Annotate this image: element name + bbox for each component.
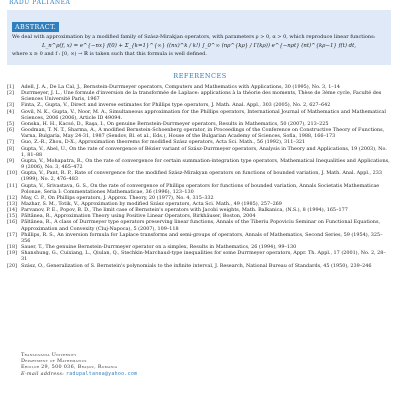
reference-number: [12] xyxy=(7,194,18,201)
reference-item xyxy=(7,158,391,170)
reference-number: [14] xyxy=(7,207,18,214)
address-department: Department of Mathematics xyxy=(21,358,87,365)
reference-text: Mazhar, S. M., Totik, V., Approximation by modified Szász operators, Acta Sci. Math., 49 (1985), 257–269 xyxy=(21,200,282,207)
reference-text: Finta, Z., Gupta, V., Direct and inverse estimates for Phillips type operators, J. Math. Anal. Appl., 303 (2005), No. 2, 627–642 xyxy=(21,102,331,109)
reference-number: [16] xyxy=(7,219,18,226)
abstract-after-text: where x ≥ 0 and f : [0, ∞) → ℝ is taken such that this formula is well defined. xyxy=(12,51,207,58)
reference-text: Păltănea, R., A class of Durrmeyer type operators preserving linear functions, Annals of the Tiberiu Popoviciu Seminar on Functional Equations, Approximation and Convexity (Cluj-Napoca), 5 (2007), 109–118 xyxy=(21,219,381,232)
address-university: Transilvania University xyxy=(21,352,77,358)
abstract-text: We deal with approximation by a modified family of Szász-Mirakjan operators, with parameters ρ > 0, α > 0, which reproduce linear functions: xyxy=(12,34,376,40)
reference-text: Adell, J. A., De La Cal, J., Bernstein-Durrmeyer operators, Computers and Mathematics with Applications, 30 (1995), No. 3, 1–14 xyxy=(21,84,341,90)
reference-number: [18] xyxy=(7,244,18,251)
reference-number: [1] xyxy=(7,84,14,90)
references-heading: REFERENCES xyxy=(173,72,227,80)
reference-item xyxy=(7,219,391,231)
reference-number: [2] xyxy=(7,90,14,97)
reference-item xyxy=(7,90,391,102)
abstract-formula: L_n^ρ(f, x) = e^{−nx} f(0) + Σ_{k=1}^{∞} ((nx)^k / k!) ∫_0^∞ (nρ^{kρ} / Γ(kρ)) e^{−nρt} (nt)^{kρ−1} f(t) dt, xyxy=(42,43,356,50)
reference-item xyxy=(7,250,391,262)
reference-text: Govil, N. K., Gupta, V., Noor, M. A., Simultaneous approximation for the Phillips operators, International Journal of Mathematics and Mathematical Sciences, 2006 (2006), Article ID 49094. xyxy=(21,108,386,121)
reference-number: [3] xyxy=(7,102,14,109)
reference-item xyxy=(7,109,391,121)
address-email-row xyxy=(21,371,381,377)
reference-text: Shanshung, G., Cuixiang, L., Qiulan, Q., Stechkin-Marchaud-type inequalities for some Durrmeyer operators, Appr. Th. Appl., 17 (2001), No. 2, 28–31 xyxy=(21,250,386,263)
reference-item xyxy=(7,170,391,182)
reference-text: Gupta, V., Mohapatra, R., On the rate of convergence for certain summation-integration type operators, Mathematical Inequalities and Applications, 9 (2006), No. 3, 465–472 xyxy=(21,157,390,171)
reference-number: [11] xyxy=(7,182,18,189)
running-header xyxy=(9,0,389,8)
email-link[interactable]: radupaltanea@yahoo.com xyxy=(66,370,138,377)
reference-text: Parvanov, P. E., Popov, B. D., The limit case of Bernstein's operators with Jacobi weights, Math. Balkanica, (N.S.), 8 (1994), 165–177 xyxy=(21,207,348,214)
reference-text: Gupta, V., Pant, R. P., Rate of convergence for the modified Szász-Mirakyan operators on functions of bounded variation, J. Math. Anal. Appl., 233 (1999), No. 2, 476–483 xyxy=(21,170,382,183)
reference-item xyxy=(7,183,391,195)
reference-text: Goodman, T. N. T., Sharma, A., A modified Bernstein-Schoenberg operator, in Proceedings of the Conference on Constructive Theory of Functions, Varna, Bulgaria, May 24-31, 1987 (Sendov, Bl. et al., Eds.), House of the Bulgarian Academy of Sciences, Sofia, 1988, 166–173 xyxy=(21,127,385,140)
reference-text: May, C. P., On Phillips operators, J. Approx. Theory, 20 (1977), No. 4, 315–332 xyxy=(21,194,214,201)
abstract-label: ABSTRACT. xyxy=(12,22,59,32)
reference-text: Sauer, T., The genuine Bernstein-Durrmeyer operator on a simplex, Results in Mathematics, 26 (1994), 99–130 xyxy=(21,244,297,251)
reference-number: [20] xyxy=(7,262,18,269)
reference-number: [15] xyxy=(7,213,18,220)
reference-text: Gonska, H. H., Kacsó, D., Raşa, I., On genuine Bernstein-Durrmeyer operators, Results in Mathematics, 50 (2007), 213–225 xyxy=(21,120,329,127)
reference-number: [13] xyxy=(7,200,18,207)
reference-number: [4] xyxy=(7,108,14,115)
reference-text: Gupta, V., Abel, U., On the rate of convergence of Bézier variant of Szász-Durrmeyer operators, Analysis in Theory and Applications, 19 (2003), No. 1, 81–88 xyxy=(21,145,387,158)
reference-text: Gupta, V., Srivastava, G. S., On the rate of convergence of Phillips operators for functions of bounded variation, Annals Societatis Mathematicae Polonae, Seria I: Commentationes Mathematicae, 36 (1996), 123–130 xyxy=(21,182,380,195)
reference-item xyxy=(7,146,391,158)
reference-text: Guo, Z.-R., Zhou, D-X., Approximation theorems for modified Szász operators, Acta Sci. Math., 56 (1992), 311–321 xyxy=(21,139,306,146)
reference-number: [5] xyxy=(7,120,14,127)
reference-item xyxy=(7,127,391,139)
reference-item xyxy=(7,232,391,244)
reference-text: Szász, O., Generalization of S. Bernstein's polynomials to the infinite interval, J. Research, National Bureau of Standards, 45 (1950), 239–246 xyxy=(21,262,372,269)
references-list xyxy=(7,84,391,269)
reference-number: [9] xyxy=(7,157,14,164)
reference-number: [10] xyxy=(7,170,18,177)
reference-item xyxy=(7,263,391,269)
reference-number: [19] xyxy=(7,250,18,257)
address-street: Eroilor 29, 500 036, Braşov, Romania xyxy=(21,364,118,371)
reference-number: [8] xyxy=(7,145,14,152)
email-label: E-mail address: xyxy=(21,370,65,377)
author-address xyxy=(21,352,381,377)
reference-text: Păltănea, R., Approximation Theory using Positive Linear Operators, Birkhäuser, Boston, 2004 xyxy=(21,213,256,220)
abstract-box xyxy=(7,10,391,65)
reference-number: [6] xyxy=(7,127,14,134)
reference-text: Durrmeyer, J. L., Une formule d'inversion de la transformée de Laplace: applications à la théorie des moments, Thèse de 3ème cycle, Faculté des Sciences Université Paris, 1967 xyxy=(21,90,382,103)
reference-number: [7] xyxy=(7,139,14,146)
reference-number: [17] xyxy=(7,231,18,238)
reference-text: Phillips, R. S., An inversion formula for Laplace transforms and semi-groups of operators, Annals of Mathematics, Second Series, 59 (1954), 325–356 xyxy=(21,231,383,244)
author-name: RADU PĂLTĂNEA xyxy=(9,0,71,6)
